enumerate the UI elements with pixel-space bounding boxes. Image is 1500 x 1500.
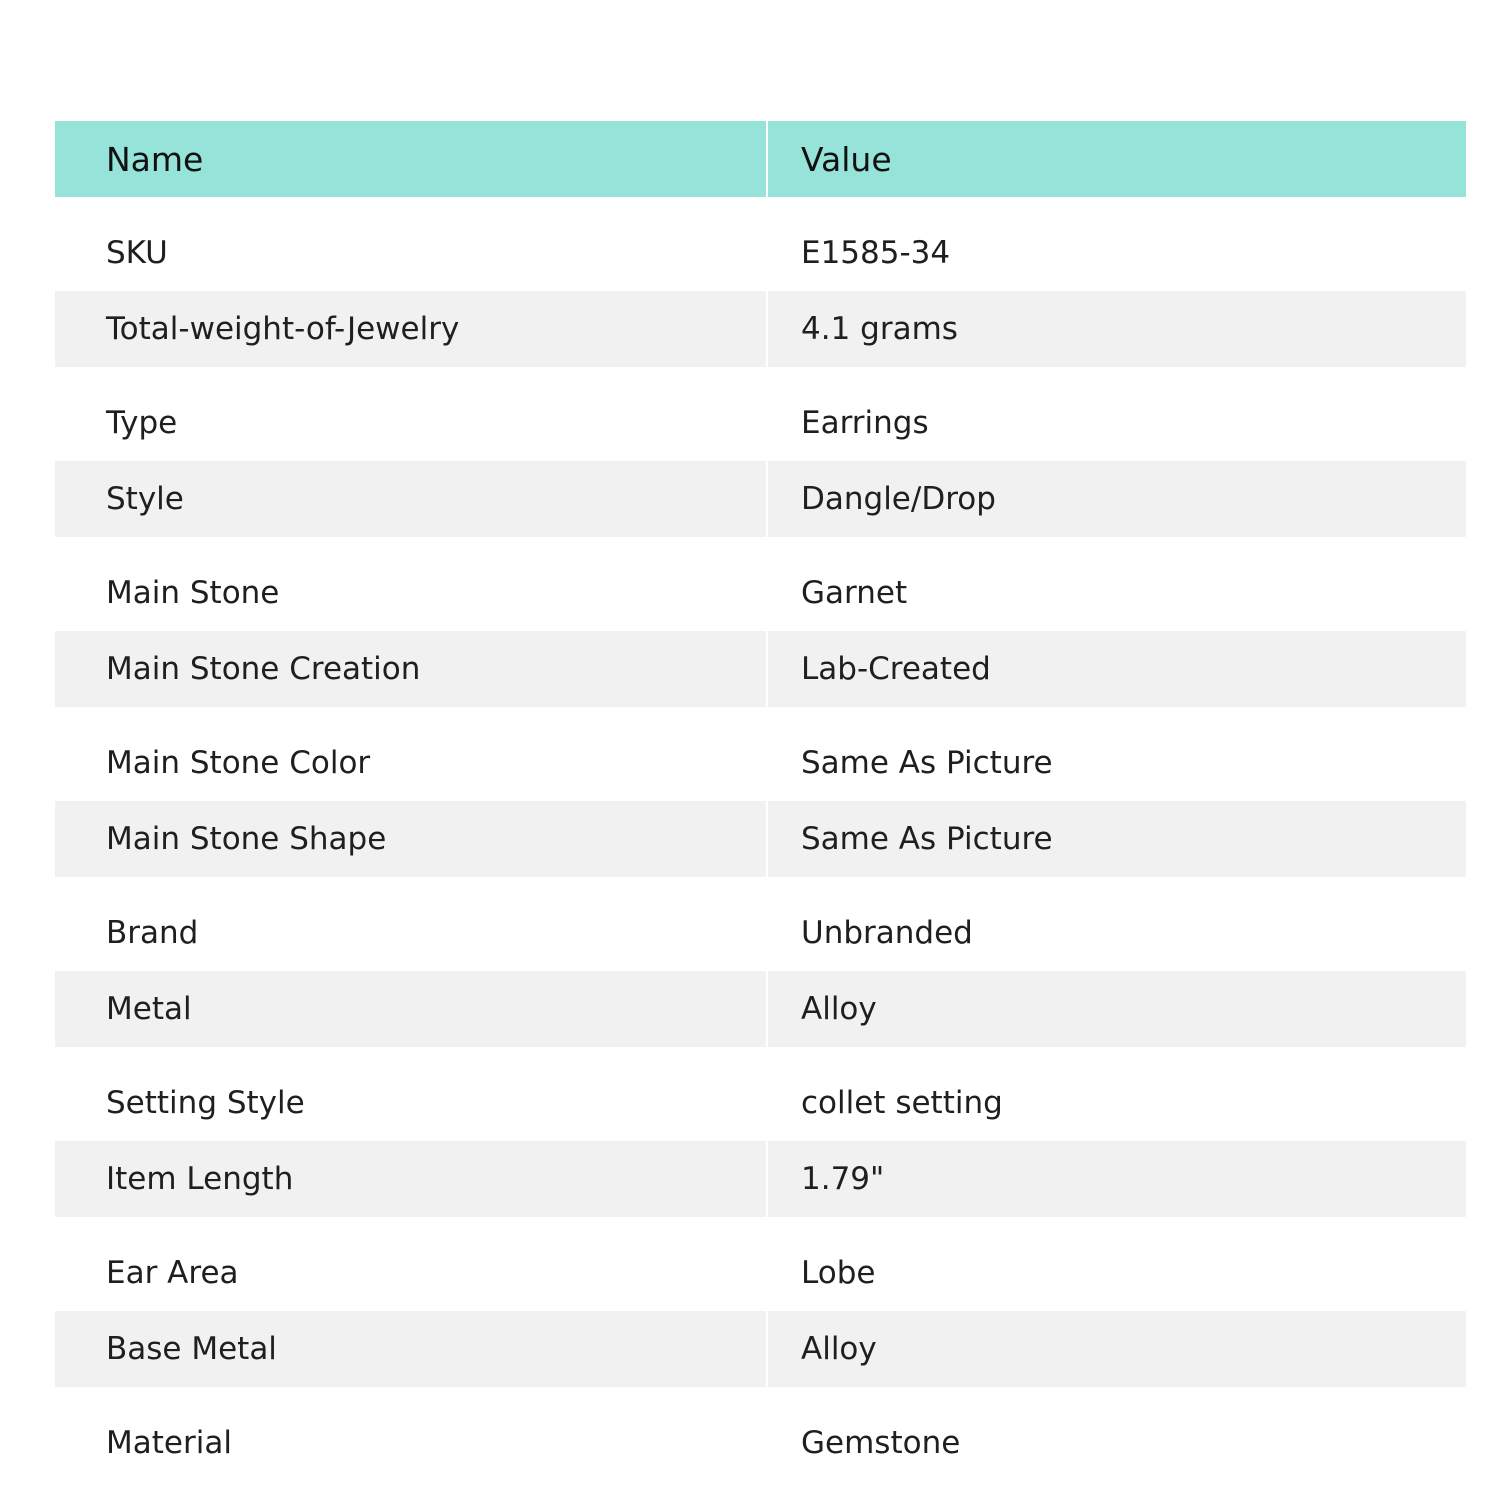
row-value-cell: Unbranded bbox=[801, 914, 973, 951]
row-name-cell: Item Length bbox=[55, 1141, 766, 1217]
table-row bbox=[55, 206, 1466, 291]
table-row bbox=[55, 971, 1466, 1056]
row-value-cell: 1.79" bbox=[768, 1141, 1466, 1217]
table-row bbox=[55, 546, 1466, 631]
row-value-cell: Dangle/Drop bbox=[768, 461, 1466, 537]
table-row bbox=[55, 461, 1466, 546]
table-row bbox=[55, 801, 1466, 886]
row-name-cell: Metal bbox=[55, 971, 766, 1047]
row-name-cell: Ear Area bbox=[106, 1254, 239, 1291]
table-row bbox=[55, 1141, 1466, 1226]
name-column-header: Name bbox=[55, 121, 766, 197]
row-value-cell: Same As Picture bbox=[768, 801, 1466, 877]
row-name-cell: Main Stone bbox=[106, 574, 280, 611]
table-row bbox=[55, 376, 1466, 461]
table-header-row bbox=[55, 121, 1466, 197]
row-value-cell: Lab-Created bbox=[768, 631, 1466, 707]
row-value-cell: Alloy bbox=[768, 971, 1466, 1047]
table-row bbox=[55, 1056, 1466, 1141]
table-row bbox=[55, 631, 1466, 716]
row-value-cell: Alloy bbox=[768, 1311, 1466, 1387]
row-name-cell: Material bbox=[106, 1424, 232, 1461]
value-column-header: Value bbox=[768, 121, 1466, 197]
row-value-cell: E1585-34 bbox=[801, 234, 951, 271]
row-name-cell: Main Stone Creation bbox=[55, 631, 766, 707]
table-body bbox=[55, 206, 1466, 1481]
row-name-cell: Main Stone Color bbox=[106, 744, 371, 781]
spec-table bbox=[55, 121, 1466, 1481]
row-name-cell: Type bbox=[106, 404, 178, 441]
row-value-cell: collet setting bbox=[801, 1084, 1003, 1121]
table-row bbox=[55, 1396, 1466, 1481]
row-name-cell: Brand bbox=[106, 914, 199, 951]
row-value-cell: 4.1 grams bbox=[768, 291, 1466, 367]
table-row bbox=[55, 716, 1466, 801]
row-name-cell: Base Metal bbox=[55, 1311, 766, 1387]
row-name-cell: Style bbox=[55, 461, 766, 537]
row-value-cell: Earrings bbox=[801, 404, 929, 441]
table-row bbox=[55, 1311, 1466, 1396]
row-name-cell: Main Stone Shape bbox=[55, 801, 766, 877]
row-name-cell: Total-weight-of-Jewelry bbox=[55, 291, 766, 367]
row-value-cell: Gemstone bbox=[801, 1424, 961, 1461]
table-row bbox=[55, 1226, 1466, 1311]
row-value-cell: Same As Picture bbox=[801, 744, 1053, 781]
table-row bbox=[55, 886, 1466, 971]
row-name-cell: Setting Style bbox=[106, 1084, 305, 1121]
row-name-cell: SKU bbox=[106, 234, 168, 271]
row-value-cell: Garnet bbox=[801, 574, 908, 611]
row-value-cell: Lobe bbox=[801, 1254, 876, 1291]
table-row bbox=[55, 291, 1466, 376]
